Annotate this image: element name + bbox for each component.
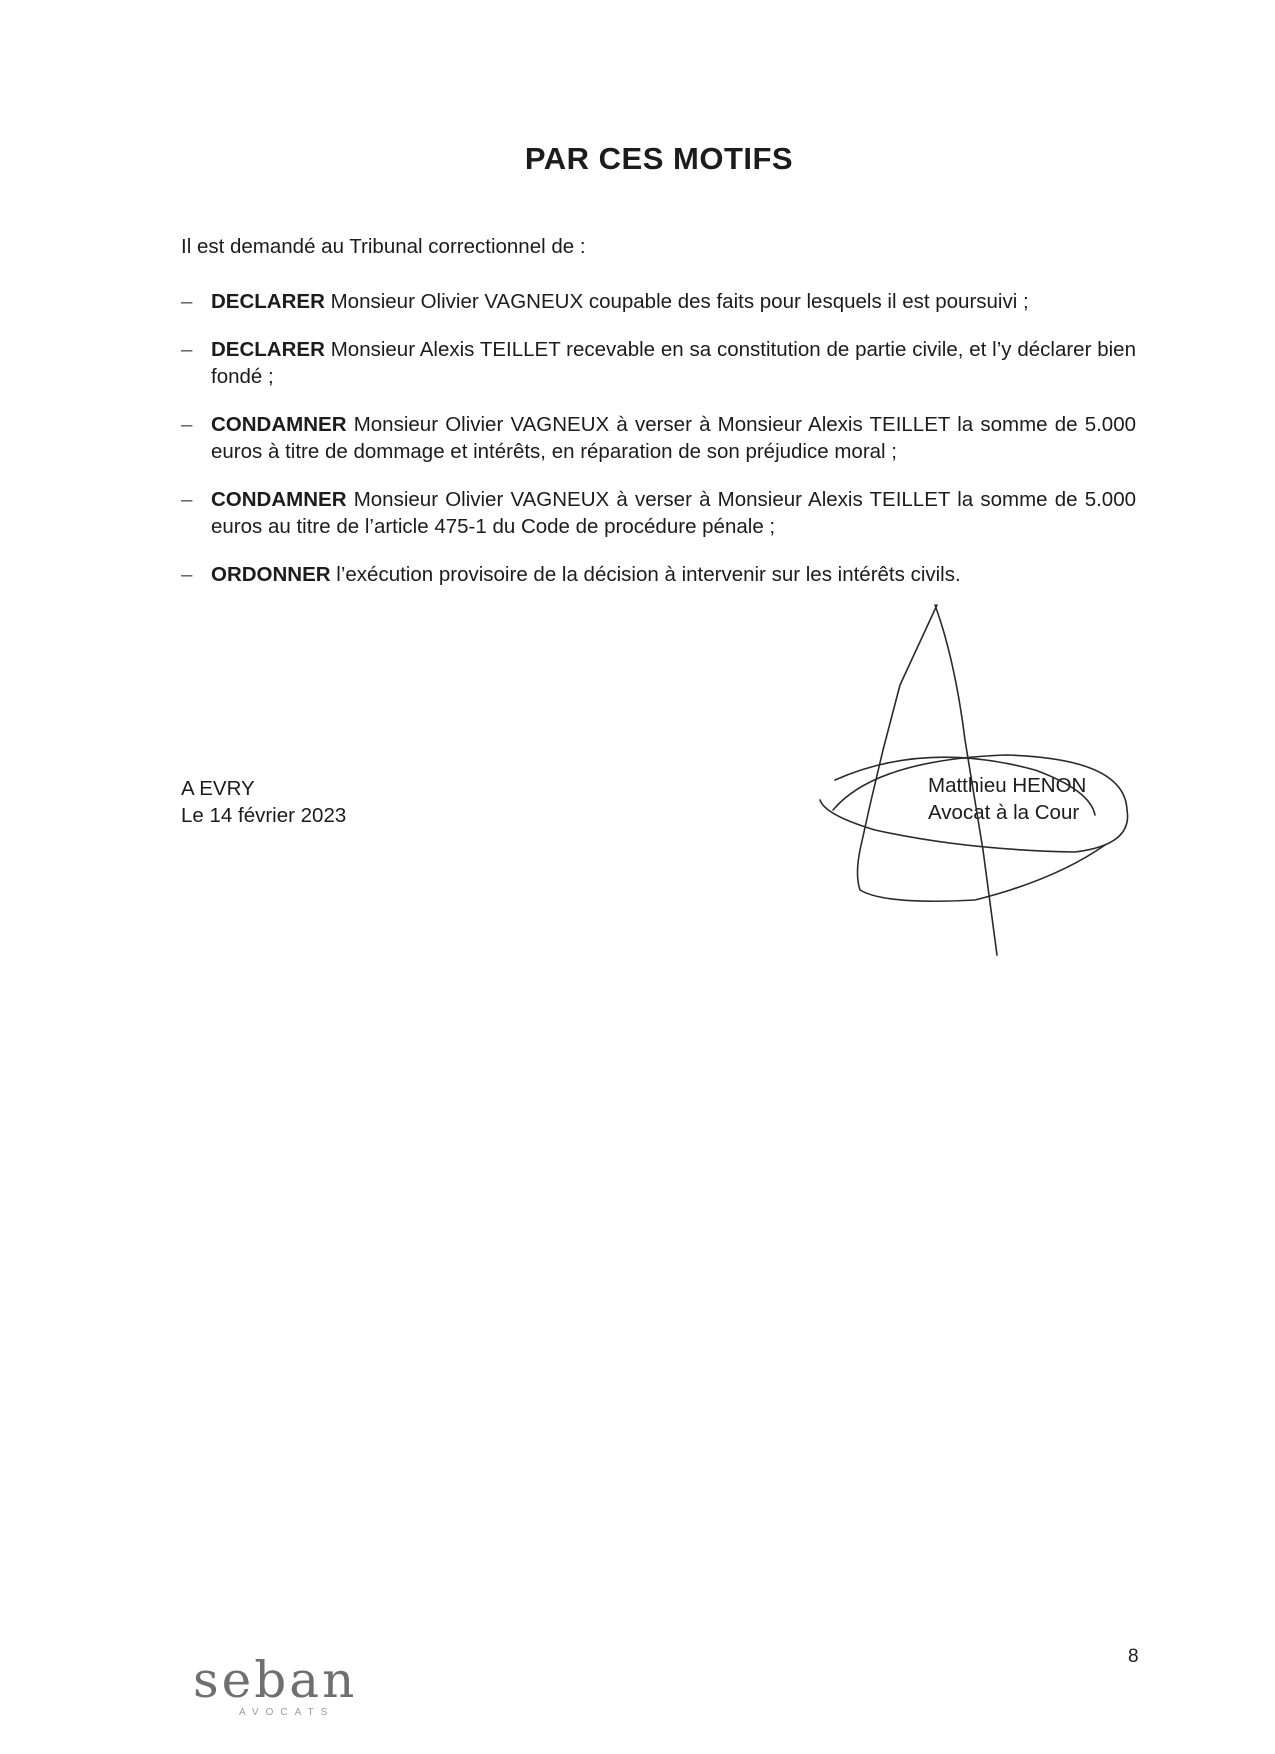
signer-name: Matthieu HENON — [928, 774, 1087, 797]
item-verb: DECLARER — [211, 290, 325, 313]
dash-marker: – — [181, 290, 193, 313]
logo-wordmark: seban — [193, 1651, 358, 1709]
list-item — [181, 561, 1136, 588]
logo-subtitle: AVOCATS — [239, 1707, 335, 1718]
item-verb: ORDONNER — [211, 563, 331, 586]
list-item — [181, 411, 1136, 465]
document-title: PAR CES MOTIFS — [524, 141, 794, 176]
handwritten-signature — [815, 600, 1135, 960]
request-list — [181, 288, 1136, 588]
dash-marker: – — [181, 413, 193, 436]
item-verb: CONDAMNER — [211, 413, 347, 436]
page-number: 8 — [1128, 1646, 1139, 1667]
item-verb: DECLARER — [211, 338, 325, 361]
place-date — [181, 775, 346, 829]
item-text: Monsieur Olivier VAGNEUX à verser à Monsieur Alexis TEILLET la somme de 5.000 euros à titre de dommage et intérêts, en réparation de son préjudice moral ; — [211, 413, 1136, 463]
list-item — [181, 486, 1136, 540]
list-item — [181, 288, 1136, 315]
dash-marker: – — [181, 488, 193, 511]
item-text: Monsieur Alexis TEILLET recevable en sa constitution de partie civile, et l’y déclarer bien fondé ; — [211, 338, 1136, 388]
list-item — [181, 336, 1136, 390]
dash-marker: – — [181, 563, 193, 586]
signer-title: Avocat à la Cour — [928, 801, 1080, 824]
item-text: l’exécution provisoire de la décision à intervenir sur les intérêts civils. — [330, 563, 961, 586]
intro-text: Il est demandé au Tribunal correctionnel de : — [181, 235, 586, 258]
item-verb: CONDAMNER — [211, 488, 347, 511]
item-text: Monsieur Olivier VAGNEUX à verser à Monsieur Alexis TEILLET la somme de 5.000 euros au titre de l’article 475-1 du Code de procédure pénale ; — [211, 488, 1136, 538]
date: Le 14 février 2023 — [181, 804, 347, 827]
seban-avocats-logo — [193, 1651, 373, 1718]
item-text: Monsieur Olivier VAGNEUX coupable des faits pour lesquels il est poursuivi ; — [324, 290, 1029, 313]
place: A EVRY — [181, 777, 255, 800]
dash-marker: – — [181, 338, 193, 361]
